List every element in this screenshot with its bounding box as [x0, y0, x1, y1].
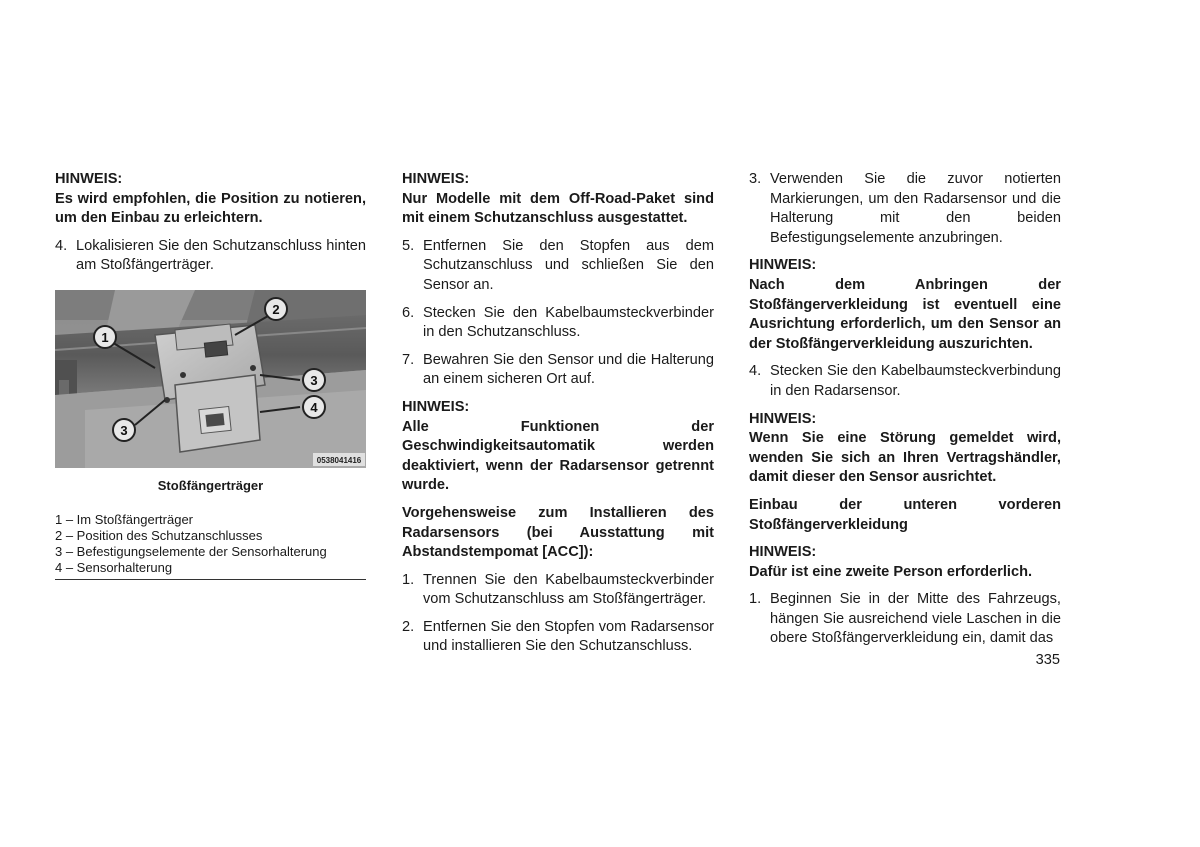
- step-number: 2.: [402, 618, 415, 635]
- step-1: [402, 571, 714, 610]
- step-3: [749, 170, 1061, 248]
- step-text: Entfernen Sie den Stopfen aus dem Schutzanschluss und schließen Sie den Sensor an.: [423, 237, 714, 293]
- section-heading: Einbau der unteren vorderen Stoßfängerverkleidung: [749, 496, 1061, 533]
- legend-item: 4 – Sensorhalterung: [55, 559, 173, 575]
- step-number: 5.: [402, 237, 415, 254]
- svg-text:3: 3: [120, 422, 128, 438]
- note-text: Nach dem Anbringen der Stoßfängerverkleidung ist eventuell eine Ausrichtung erforderlich, um den Sensor an der Stoßfängerverkleidung auszurichten.: [749, 276, 1061, 352]
- step-2: [402, 618, 714, 657]
- note-block: [55, 170, 366, 229]
- callout-4: [303, 396, 325, 418]
- note-label: HINWEIS:: [55, 171, 123, 187]
- figure-legend: [55, 512, 366, 580]
- figure-caption: Stoßfängerträger: [157, 477, 264, 493]
- note-text: Es wird empfohlen, die Position zu notieren, um den Einbau zu erleichtern.: [55, 190, 366, 227]
- step-number: 1.: [749, 591, 762, 608]
- step-4: [749, 362, 1061, 401]
- note-block: [749, 410, 1061, 488]
- step-number: 7.: [402, 351, 415, 368]
- note-text: Wenn Sie eine Störung gemeldet wird, wenden Sie sich an Ihren Vertragshändler, damit dieser den Sensor ausrichtet.: [749, 430, 1061, 486]
- figure-code: 0538041416: [316, 455, 362, 465]
- step-number: 3.: [749, 171, 762, 187]
- step-number: 4.: [749, 363, 762, 380]
- note-block: [402, 170, 714, 229]
- legend-item: 2 – Position des Schutzanschlusses: [55, 527, 263, 543]
- callout-1: [94, 326, 116, 348]
- section-heading: Vorgehensweise zum Installieren des Radarsensors (bei Ausstattung mit Abstandstempomat [ACC]):: [402, 504, 714, 561]
- step-text: Verwenden Sie die zuvor notierten Markierungen, um den Radarsensor und die Halterung mit den beiden Befestigungselemente anzubringen.: [770, 171, 1061, 246]
- step-text: Stecken Sie den Kabelbaumsteckverbinder in den Schutzanschluss.: [423, 304, 714, 341]
- column-left: [55, 170, 366, 580]
- note-label: HINWEIS:: [402, 171, 470, 187]
- legend-item: 1 – Im Stoßfängerträger: [55, 511, 194, 527]
- step-number: 6.: [402, 304, 415, 321]
- callout-2: [265, 298, 287, 320]
- step-6: [402, 304, 714, 343]
- step-number: 4.: [55, 237, 68, 254]
- step-text: Stecken Sie den Kabelbaumsteckverbindung in den Radarsensor.: [770, 363, 1061, 399]
- step-text: Bewahren Sie den Sensor und die Halterung an einem sicheren Ort auf.: [423, 351, 714, 388]
- note-label: HINWEIS:: [749, 257, 817, 274]
- svg-text:1: 1: [101, 329, 109, 345]
- bumper-carrier-illustration: [55, 290, 366, 468]
- step-number: 1.: [402, 571, 415, 588]
- column-middle: [402, 170, 714, 665]
- note-block: [749, 256, 1061, 354]
- svg-text:4: 4: [310, 399, 318, 415]
- column-right: [749, 170, 1061, 657]
- step-text: Lokalisieren Sie den Schutzanschluss hinten am Stoßfängerträger.: [76, 237, 366, 274]
- svg-text:3: 3: [310, 372, 318, 388]
- step-5: [402, 237, 714, 296]
- page-number: 335: [1035, 652, 1060, 668]
- step-7: [402, 351, 714, 390]
- callout-3-left: [113, 419, 135, 441]
- note-label: HINWEIS:: [749, 410, 817, 427]
- step-1: [749, 590, 1061, 649]
- step-4: [55, 237, 366, 276]
- note-block: [749, 543, 1061, 582]
- note-text: Alle Funktionen der Geschwindigkeitsautomatik werden deaktiviert, wenn der Radarsensor getrennt wurde.: [402, 418, 714, 494]
- note-label: HINWEIS:: [402, 398, 470, 415]
- note-label: HINWEIS:: [749, 544, 817, 561]
- note-text: Dafür ist eine zweite Person erforderlich.: [749, 563, 1033, 580]
- legend-item: 3 – Befestigungselemente der Sensorhalterung: [55, 543, 327, 559]
- note-block: [402, 398, 714, 496]
- callout-3-right: [303, 369, 325, 391]
- bumper-carrier-figure: [55, 290, 366, 468]
- step-text: Entfernen Sie den Stopfen vom Radarsensor und installieren Sie den Schutzanschluss.: [423, 618, 714, 655]
- step-text: Beginnen Sie in der Mitte des Fahrzeugs, hängen Sie ausreichend viele Laschen in die obere Stoßfängerverkleidung ein, damit das: [770, 591, 1061, 647]
- svg-text:2: 2: [272, 301, 280, 317]
- note-text: Nur Modelle mit dem Off-Road-Paket sind mit einem Schutzanschluss ausgestattet.: [402, 190, 714, 227]
- step-text: Trennen Sie den Kabelbaumsteckverbinder vom Schutzanschluss am Stoßfängerträger.: [423, 571, 714, 608]
